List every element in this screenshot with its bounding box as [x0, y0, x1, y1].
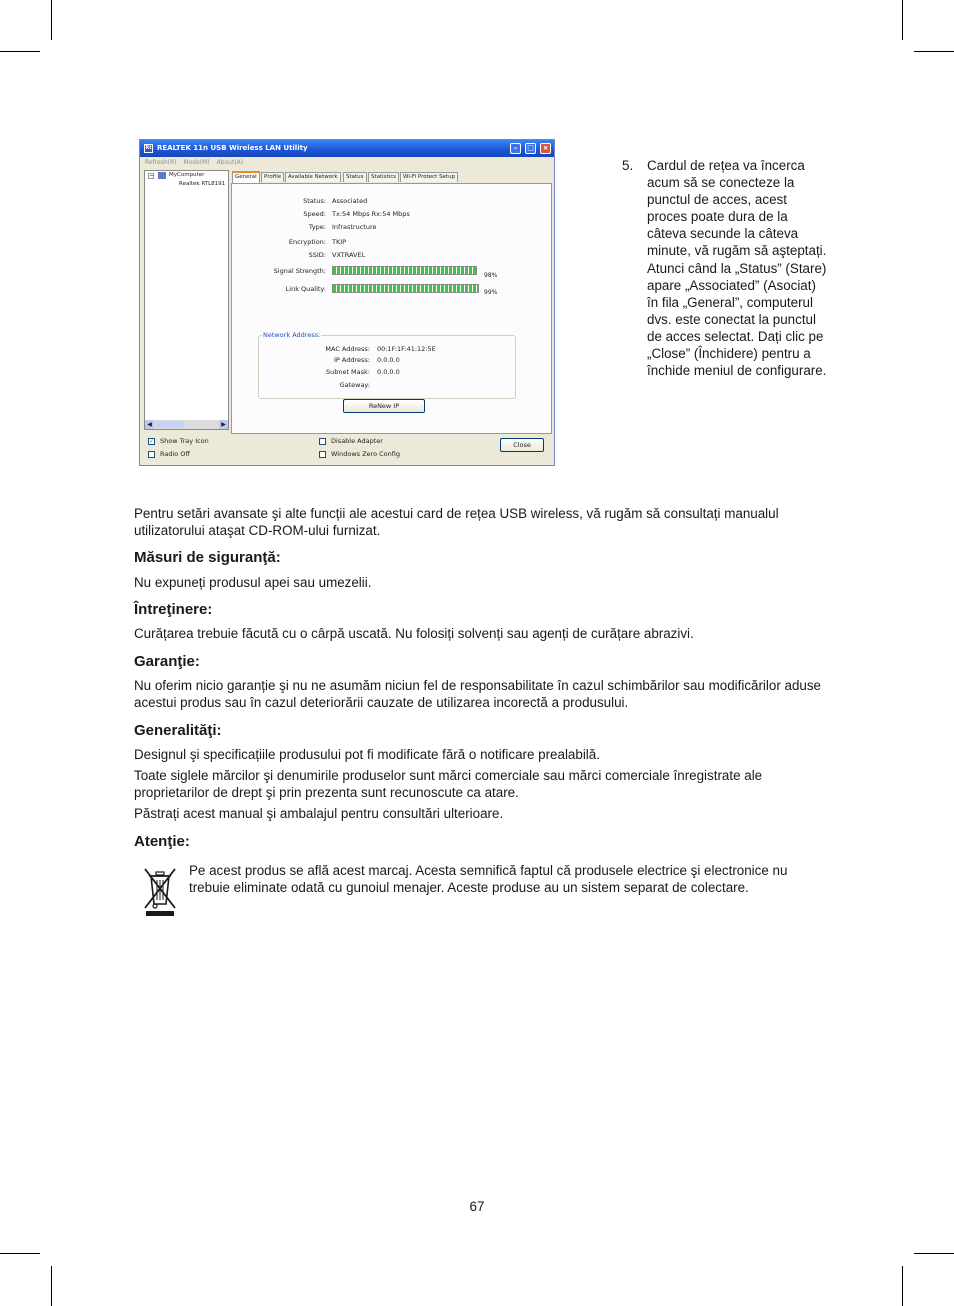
- link-quality-label: Link Quality:: [285, 285, 326, 293]
- ip-label: IP Address:: [334, 356, 370, 364]
- title-bar: [140, 140, 554, 157]
- maximize-button[interactable]: □: [525, 143, 536, 154]
- windows-zero-config-label: Windows Zero Config: [331, 450, 400, 458]
- encryption-value: TKIP: [332, 238, 347, 246]
- encryption-label: Encryption:: [288, 238, 326, 246]
- general-heading: Generalităţi:: [134, 722, 222, 739]
- ssid-value: VXTRAVEL: [332, 251, 366, 259]
- crop-mark: [0, 51, 40, 52]
- weee-crossed-bin-icon: [140, 864, 180, 918]
- general-text-3: Păstrați acest manual şi ambalajul pentru consultări ulterioare.: [134, 806, 504, 821]
- tab-status[interactable]: Status: [343, 172, 367, 182]
- crop-mark: [51, 1266, 52, 1306]
- scroll-right-icon[interactable]: ▶: [219, 420, 228, 429]
- wlan-utility-window: [139, 139, 555, 466]
- mac-label: MAC Address:: [325, 345, 370, 353]
- show-tray-checkbox[interactable]: ✓: [149, 438, 155, 445]
- network-address-group: [258, 331, 516, 399]
- tree-collapse-icon[interactable]: −: [149, 172, 155, 179]
- network-address-legend: Network Address:: [263, 331, 321, 339]
- minimize-button[interactable]: –: [510, 143, 521, 154]
- attention-text: Pe acest produs se află acest marcaj. Acesta semnifică faptul că produsele electrice şi electronice nu trebuie eliminate odată cu gunoiul menajer. Aceste produse au un sistem separat de colectare.: [189, 863, 788, 895]
- crop-mark: [0, 1253, 40, 1254]
- general-text-2: Toate siglele mărcilor şi denumirile produselor sunt mărci comerciale sau mărci comerciale înregistrate ale proprietarilor de drept şi prin prezenta sunt recunoscute ca atare.: [134, 768, 763, 800]
- menu-bar: [140, 157, 554, 169]
- step-number: 5.: [622, 158, 634, 173]
- close-button[interactable]: Close: [500, 438, 544, 452]
- subnet-label: Subnet Mask:: [325, 368, 370, 376]
- attention-heading: Atenţie:: [134, 833, 190, 850]
- crop-mark: [902, 0, 903, 40]
- safety-text: Nu expuneți produsul apei sau umezelii.: [134, 575, 372, 590]
- device-tree: [144, 170, 229, 430]
- tree-node-mycomputer[interactable]: MyComputer: [169, 172, 205, 178]
- close-window-button[interactable]: ×: [540, 143, 551, 154]
- status-label: Status:: [303, 197, 326, 205]
- general-panel: [231, 183, 552, 434]
- signal-strength-bar: [332, 266, 477, 275]
- general-text-1: Designul şi specificațiile produsului pot fi modificate fără o notificare prealabilă.: [134, 747, 600, 762]
- speed-value: Tx:54 Mbps Rx:54 Mbps: [332, 210, 410, 218]
- tab-available-network[interactable]: Available Network: [285, 172, 341, 182]
- status-value: Associated: [332, 197, 368, 205]
- show-tray-label: Show Tray Icon: [160, 437, 209, 445]
- computer-icon: [158, 172, 166, 179]
- gateway-label: Gateway:: [339, 381, 370, 389]
- renew-ip-button[interactable]: ReNew IP: [343, 399, 425, 413]
- crop-mark: [914, 1253, 954, 1254]
- horizontal-scrollbar[interactable]: [145, 420, 228, 429]
- windows-zero-config-checkbox[interactable]: [319, 451, 326, 458]
- menu-mode[interactable]: Mode(M): [183, 159, 210, 166]
- crop-mark: [902, 1266, 903, 1306]
- step-text: Cardul de rețea va încerca acum să se conecteze la punctul de acces, acest proces poate dura de la câteva secunde la câteva minute, vă rugăm să aşteptați. Atunci când la „Status” (Stare) apare „Associated” (Asociat) în fila „General”, computerul dvs. este conectat la punctul de acces selectat. Dați clic pe „Close” (Închidere) pentru a închide meniul de configurare.: [647, 158, 827, 379]
- window-title: REALTEK 11n USB Wireless LAN Utility: [157, 144, 308, 152]
- signal-strength-label: Signal Strength:: [273, 267, 326, 275]
- link-quality-bar: [332, 284, 479, 293]
- ip-value: 0.0.0.0: [377, 356, 400, 364]
- ssid-label: SSID:: [308, 251, 326, 259]
- warranty-heading: Garanţie:: [134, 653, 200, 670]
- maintenance-text: Curățarea trebuie făcută cu o cârpă uscată. Nu folosiți solvenți sau agenți de curățare abrazivi.: [134, 626, 694, 641]
- scroll-thumb[interactable]: [155, 421, 185, 428]
- intro-paragraph: Pentru setări avansate şi alte funcții ale acestui card de rețea USB wireless, vă rugăm să consultați manualul utilizatorului ataşat CD-ROM-ului furnizat.: [134, 506, 779, 538]
- speed-label: Speed:: [303, 210, 326, 218]
- page-number: 67: [469, 1199, 485, 1214]
- radio-off-label: Radio Off: [160, 450, 190, 458]
- tab-wifi-protect-setup[interactable]: Wi-Fi Protect Setup: [400, 172, 458, 182]
- realtek-app-icon: Rt: [145, 145, 152, 151]
- crop-mark: [51, 0, 52, 40]
- tab-general[interactable]: General: [232, 171, 260, 183]
- disable-adapter-checkbox[interactable]: [319, 438, 326, 445]
- link-quality-percent: 99%: [484, 289, 498, 296]
- tab-statistics[interactable]: Statistics: [368, 172, 399, 182]
- tree-node-adapter[interactable]: Realtek RTL8191: [179, 181, 226, 187]
- menu-about[interactable]: About(A): [216, 159, 244, 166]
- signal-strength-percent: 98%: [484, 272, 498, 279]
- disable-adapter-label: Disable Adapter: [331, 437, 383, 445]
- mac-value: 00:1F:1F:41:12:5E: [377, 345, 436, 353]
- subnet-value: 0.0.0.0: [377, 368, 400, 376]
- crop-mark: [914, 51, 954, 52]
- type-value: Infrastructure: [332, 223, 377, 231]
- type-label: Type:: [308, 223, 326, 231]
- scroll-left-icon[interactable]: ◀: [145, 420, 154, 429]
- maintenance-heading: Întreţinere:: [134, 601, 213, 618]
- warranty-text: Nu oferim nicio garanție şi nu ne asumăm niciun fel de responsabilitate în cazul schimbărilor sau modificărilor aduse acestui produs sau în cazul deteriorării cauzate de utilizarea incorectă a produsului.: [134, 678, 821, 710]
- safety-heading: Măsuri de siguranţă:: [134, 549, 281, 566]
- menu-refresh[interactable]: Refresh(R): [145, 159, 177, 166]
- radio-off-checkbox[interactable]: [148, 451, 155, 458]
- tab-profile[interactable]: Profile: [261, 172, 284, 182]
